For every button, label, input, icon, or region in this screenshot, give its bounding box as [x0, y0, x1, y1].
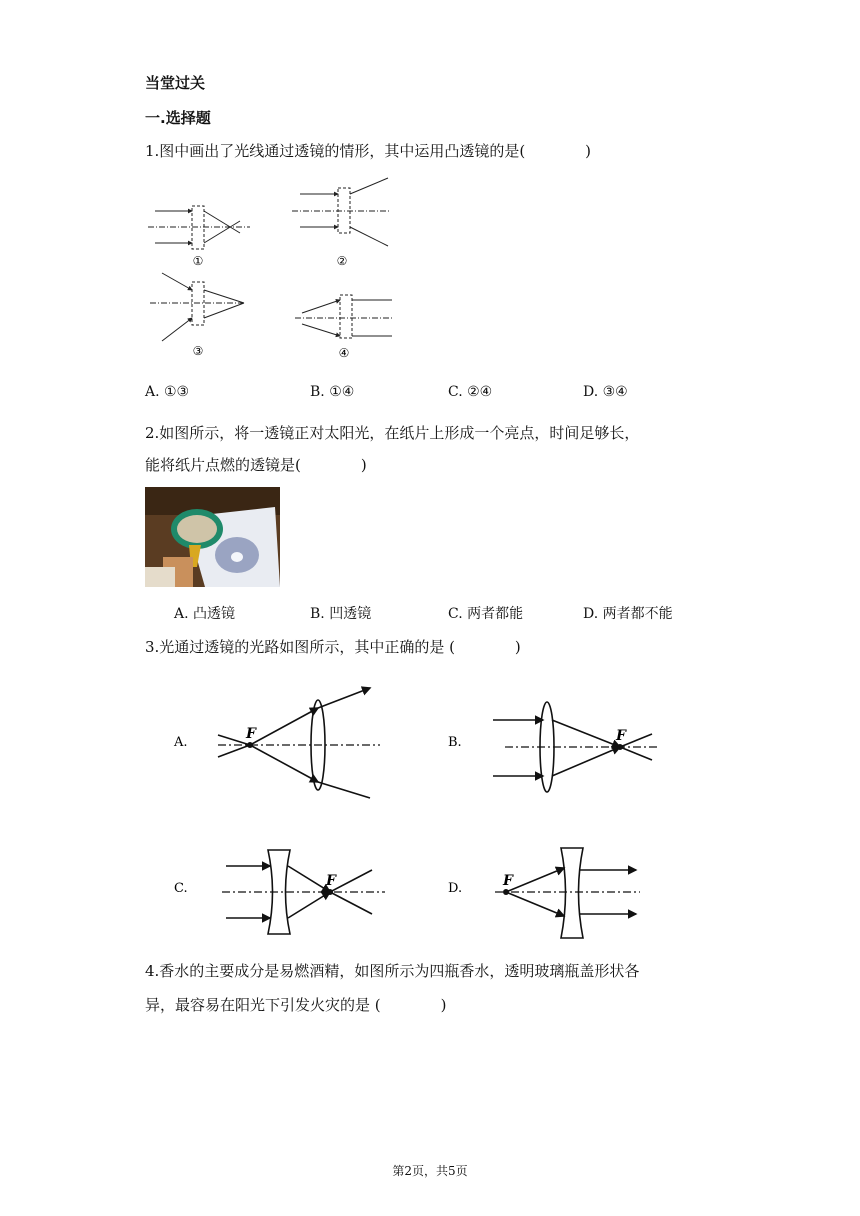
q1-option-a[interactable]: A. ①③ [145, 384, 190, 400]
diagram-c [222, 850, 385, 934]
q3-focus-d: F [503, 873, 513, 889]
q3-light-path-diagrams [160, 680, 680, 945]
q1-option-c[interactable]: C. ②④ [448, 384, 493, 400]
fig-label-1: ① [192, 254, 204, 268]
diagram-4 [295, 295, 392, 338]
section-title: 当堂过关 [145, 74, 206, 92]
q2-option-a[interactable]: A. 凸透镜 [174, 606, 236, 622]
diagram-1 [148, 206, 250, 249]
diagram-b [493, 702, 658, 792]
q3-focus-b: F [616, 728, 626, 744]
magnifier-photo [145, 487, 280, 587]
q3-focus-a: F [246, 726, 256, 742]
q1-lens-diagrams [140, 170, 410, 370]
fig-label-3: ③ [192, 344, 204, 358]
diagram-d [495, 848, 640, 938]
subsection-title: 一.选择题 [145, 109, 211, 127]
q2-option-b[interactable]: B. 凹透镜 [310, 606, 372, 622]
diagram-3 [150, 273, 245, 341]
page-number: 第2页，共5页 [392, 1164, 468, 1178]
question-2-line-1: 2.如图所示，将一透镜正对太阳光，在纸片上形成一个亮点，时间足够长， [145, 424, 640, 442]
q1-option-b[interactable]: B. ①④ [310, 384, 355, 400]
q2-option-d[interactable]: D. 两者都不能 [583, 606, 673, 622]
diagram-2 [292, 178, 390, 246]
q3-label-b[interactable]: B. [448, 735, 462, 750]
q1-option-d[interactable]: D. ③④ [583, 384, 628, 400]
question-1-text: 1.图中画出了光线通过透镜的情形，其中运用凸透镜的是( ) [145, 142, 592, 160]
q3-label-d[interactable]: D. [448, 881, 463, 896]
q2-option-c[interactable]: C. 两者都能 [448, 606, 524, 622]
question-2-line-2: 能将纸片点燃的透镜是( ) [145, 456, 367, 474]
q3-label-a[interactable]: A. [174, 735, 188, 750]
diagram-a [218, 688, 380, 798]
q3-label-c[interactable]: C. [174, 881, 188, 896]
question-4-line-1: 4.香水的主要成分是易燃酒精，如图所示为四瓶香水，透明玻璃瓶盖形状各 [145, 962, 640, 980]
fig-label-4: ④ [338, 346, 350, 360]
q3-focus-c: F [326, 873, 336, 889]
question-4-line-2: 异，最容易在阳光下引发火灾的是 ( ) [145, 996, 447, 1014]
question-3-text: 3.光通过透镜的光路如图所示，其中正确的是 ( ) [145, 638, 521, 656]
fig-label-2: ② [336, 254, 348, 268]
